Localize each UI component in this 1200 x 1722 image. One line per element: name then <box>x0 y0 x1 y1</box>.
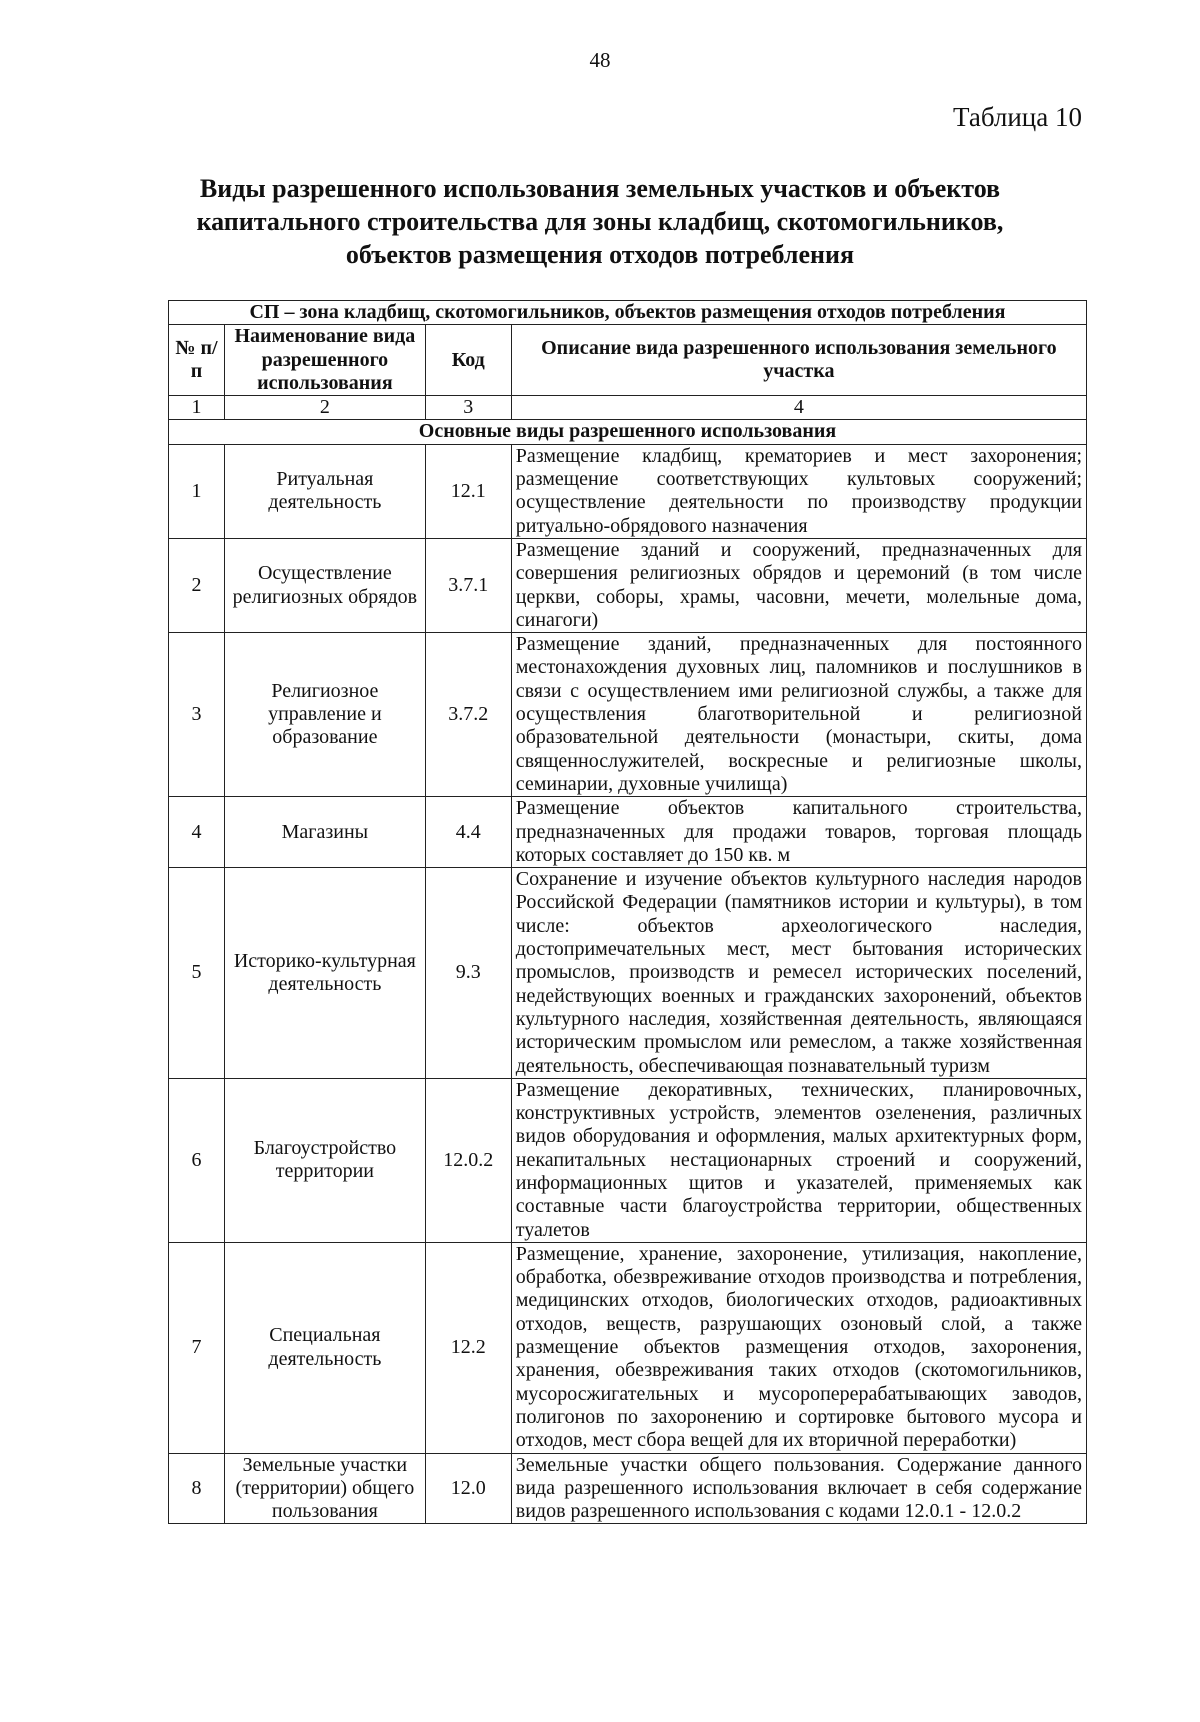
header-name: Наименование вида разрешенного использования <box>224 325 425 396</box>
row-name: Специальная деятельность <box>224 1242 425 1453</box>
column-number: 2 <box>224 396 425 420</box>
row-number: 7 <box>169 1242 225 1453</box>
title-line: Виды разрешенного использования земельных участков и объектов <box>199 174 1001 203</box>
zone-header: СП – зона кладбищ, скотомогильников, объектов размещения отходов потребления <box>169 301 1087 325</box>
row-name: Религиозное управление и образование <box>224 633 425 797</box>
section-header: Основные виды разрешенного использования <box>169 420 1087 444</box>
title-line: объектов размещения отходов потребления <box>345 240 855 269</box>
column-number: 4 <box>511 396 1086 420</box>
row-description: Размещение зданий, предназначенных для постоянного местонахождения духовных лиц, паломников и послушников в связи с осуществлением ими религиозной службы, а также для осуществления благотворительной и религиозной образовательной деятельности (монастыри, скиты, дома священнослужителей, воскресные и религиозные школы, семинарии, духовные училища) <box>511 633 1086 797</box>
row-code: 3.7.1 <box>425 538 511 632</box>
table-row <box>169 868 1087 1079</box>
column-number: 1 <box>169 396 225 420</box>
table-row <box>169 444 1087 538</box>
row-description: Размещение декоративных, технических, планировочных, конструктивных устройств, элементов озеленения, различных видов оборудования и оформления, малых архитектурных форм, некапитальных нестационарных строений и сооружений, информационных щитов и указателей, применяемых как составные части благоустройства территории, общественных туалетов <box>511 1078 1086 1242</box>
row-number: 1 <box>169 444 225 538</box>
header-num: № п/п <box>169 325 225 396</box>
header-desc: Описание вида разрешенного использования земельного участка <box>511 325 1086 396</box>
page-number: 48 <box>589 48 611 72</box>
header-code: Код <box>425 325 511 396</box>
table-row <box>169 633 1087 797</box>
table-row <box>169 538 1087 632</box>
row-code: 12.0 <box>425 1453 511 1524</box>
zone-header-row <box>169 301 1087 325</box>
row-description: Размещение кладбищ, крематориев и мест захоронения; размещение соответствующих культовых сооружений; осуществление деятельности по производству продукции ритуально-обрядового назначения <box>511 444 1086 538</box>
row-description: Размещение, хранение, захоронение, утилизация, накопление, обработка, обезвреживание отходов производства и потребления, медицинских отходов, биологических отходов, радиоактивных отходов, веществ, разрушающих озоновый слой, а также размещение объектов размещения отходов, захоронения, хранения, обезвреживания таких отходов (скотомогильников, мусоросжигательных и мусороперерабатывающих заводов, полигонов по захоронению и сортировке бытового мусора и отходов, мест сбора вещей для их вторичной переработки) <box>511 1242 1086 1453</box>
row-description: Размещение зданий и сооружений, предназначенных для совершения религиозных обрядов и церемоний (в том числе церкви, соборы, храмы, часовни, мечети, молельные дома, синагоги) <box>511 538 1086 632</box>
column-header-row <box>169 325 1087 396</box>
row-number: 2 <box>169 538 225 632</box>
table-row <box>169 797 1087 868</box>
row-description: Размещение объектов капитального строительства, предназначенных для продажи товаров, торговая площадь которых составляет до 150 кв. м <box>511 797 1086 868</box>
row-code: 12.0.2 <box>425 1078 511 1242</box>
row-description: Земельные участки общего пользования. Содержание данного вида разрешенного использования включает в себя содержание видов разрешенного использования с кодами 12.0.1 - 12.0.2 <box>511 1453 1086 1524</box>
row-name: Историко-культурная деятельность <box>224 868 425 1079</box>
row-name: Магазины <box>224 797 425 868</box>
table-row <box>169 1453 1087 1524</box>
row-name: Благоустройство территории <box>224 1078 425 1242</box>
table-label: Таблица 10 <box>953 102 1082 132</box>
row-number: 3 <box>169 633 225 797</box>
row-code: 4.4 <box>425 797 511 868</box>
row-name: Ритуальная деятельность <box>224 444 425 538</box>
row-number: 4 <box>169 797 225 868</box>
row-number: 8 <box>169 1453 225 1524</box>
section-row <box>169 420 1087 444</box>
row-code: 12.1 <box>425 444 511 538</box>
row-name: Земельные участки (территории) общего пользования <box>224 1453 425 1524</box>
title-line: капитального строительства для зоны кладбищ, скотомогильников, <box>196 207 1004 236</box>
column-number: 3 <box>425 396 511 420</box>
table-row <box>169 1242 1087 1453</box>
document-title <box>120 172 1080 271</box>
row-number: 6 <box>169 1078 225 1242</box>
row-description: Сохранение и изучение объектов культурного наследия народов Российской Федерации (памятников истории и культуры), в том числе: объектов археологического наследия, достопримечательных мест, мест бытования исторических промыслов, производств и ремесел исторических поселений, недействующих военных и гражданских захоронений, объектов культурного наследия, хозяйственная деятельность, являющаяся историческим промыслом или ремеслом, а также хозяйственная деятельность, обеспечивающая познавательный туризм <box>511 868 1086 1079</box>
row-code: 3.7.2 <box>425 633 511 797</box>
column-number-row <box>169 396 1087 420</box>
table-row <box>169 1078 1087 1242</box>
land-use-table <box>168 300 1087 1524</box>
row-name: Осуществление религиозных обрядов <box>224 538 425 632</box>
row-number: 5 <box>169 868 225 1079</box>
row-code: 12.2 <box>425 1242 511 1453</box>
row-code: 9.3 <box>425 868 511 1079</box>
